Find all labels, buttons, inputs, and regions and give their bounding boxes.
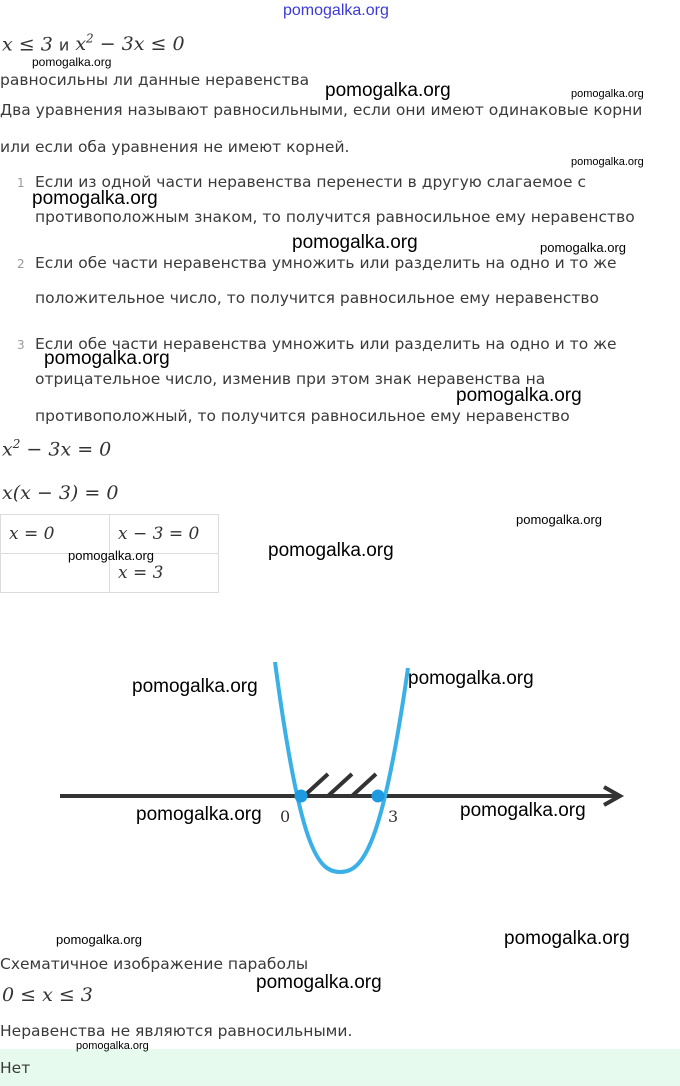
- watermark: pomogalka.org: [325, 80, 451, 101]
- equation-quadratic: $x^2 - 3x = 0$: [2, 437, 112, 461]
- label-zero: 0: [280, 807, 291, 826]
- watermark: pomogalka.org: [32, 188, 158, 209]
- equation-factored: x(x − 3) = 0: [2, 482, 119, 504]
- answer-text: Нет: [0, 1059, 31, 1077]
- rule-number-2: 2: [17, 257, 25, 271]
- rule-3-line-3: противоположный, то получится равносильное ему неравенство: [35, 407, 570, 425]
- watermark: pomogalka.org: [571, 156, 644, 168]
- watermark: pomogalka.org: [136, 804, 262, 825]
- task-question: равносильны ли данные неравенства: [0, 71, 310, 89]
- watermark: pomogalka.org: [32, 55, 112, 69]
- watermark: pomogalka.org: [540, 240, 626, 255]
- watermark: pomogalka.org: [68, 548, 154, 563]
- watermark: pomogalka.org: [516, 512, 602, 527]
- rule-2-line-2: положительное число, то получится равносильное ему неравенство: [35, 289, 600, 307]
- rule-1-line-1: Если из одной части неравенства перенести в другую слагаемое с: [35, 173, 587, 191]
- rule-3-line-2: отрицательное число, изменив при этом знак неравенства на: [35, 370, 546, 388]
- definition-line-1: Два уравнения называют равносильными, если они имеют одинаковые корни: [0, 101, 643, 119]
- table-cell-root-1: x = 0: [1, 515, 110, 554]
- rule-3-line-1: Если обе части неравенства умножить или разделить на одно и то же: [35, 335, 617, 353]
- watermark: pomogalka.org: [56, 932, 142, 947]
- formula-inequality-2: $x^2 - 3x \le 0$: [75, 32, 185, 56]
- watermark: pomogalka.org: [132, 676, 258, 697]
- task-formula: [2, 32, 185, 55]
- rule-number-1: 1: [17, 176, 25, 190]
- watermark: pomogalka.org: [292, 232, 418, 253]
- graph-caption: Схематичное изображение параболы: [0, 955, 309, 973]
- conclusion-text: Неравенства не являются равносильными.: [0, 1022, 353, 1040]
- result-interval: 0 ≤ x ≤ 3: [2, 984, 93, 1006]
- watermark: pomogalka.org: [571, 88, 644, 100]
- definition-line-2: или если оба уравнения не имеют корней.: [0, 138, 350, 156]
- formula-connector: и: [58, 35, 70, 55]
- watermark: pomogalka.org: [268, 540, 394, 561]
- table-cell-root-2: x = 3: [110, 554, 219, 593]
- rule-2-line-1: Если обе части неравенства умножить или разделить на одно и то же: [35, 254, 617, 272]
- watermark: pomogalka.org: [408, 668, 534, 689]
- watermark: pomogalka.org: [44, 348, 170, 369]
- rule-1-line-2: противоположным знаком, то получится равносильное ему неравенство: [35, 208, 635, 226]
- watermark: pomogalka.org: [256, 972, 382, 993]
- rule-number-3: 3: [17, 338, 25, 352]
- watermark: pomogalka.org: [456, 385, 582, 406]
- table-cell-factor-eq: x − 3 = 0: [110, 515, 219, 554]
- point-three: [372, 790, 385, 803]
- formula-inequality-1: x ≤ 3: [2, 33, 53, 56]
- watermark: pomogalka.org: [76, 1040, 149, 1052]
- point-zero: [295, 790, 308, 803]
- watermark: pomogalka.org: [504, 928, 630, 949]
- watermark-top: pomogalka.org: [283, 2, 389, 19]
- parabola-graph: [0, 650, 680, 890]
- hatching: [304, 774, 376, 796]
- answer-box: [0, 1049, 680, 1086]
- parabola-curve: [275, 662, 408, 872]
- watermark: pomogalka.org: [460, 800, 586, 821]
- label-three: 3: [388, 807, 399, 826]
